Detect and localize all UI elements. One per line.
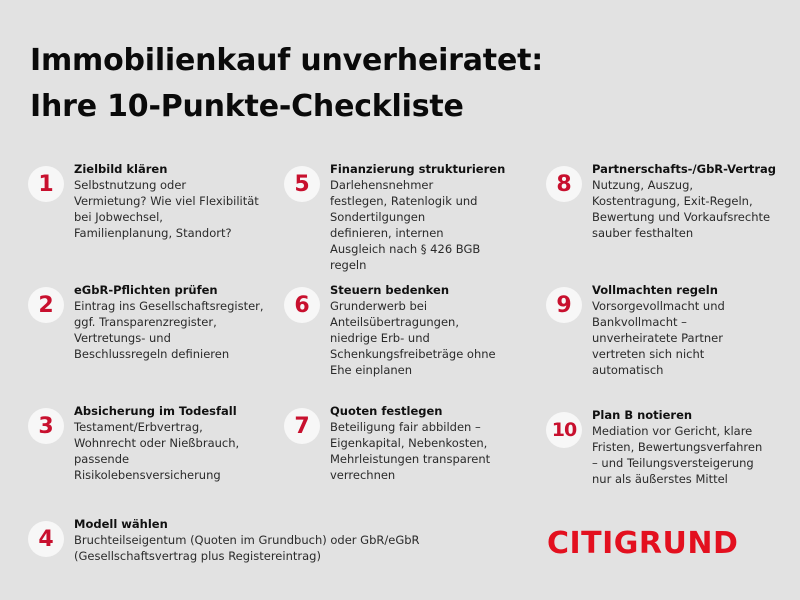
item-title: Absicherung im Todesfall — [74, 404, 237, 418]
item-title: eGbR-Pflichten prüfen — [74, 283, 218, 297]
item-line: Bruchteilseigentum (Quoten im Grundbuch) oder GbR/eGbR — [74, 533, 420, 547]
item-title: Quoten festlegen — [330, 404, 443, 418]
item-line: Nutzung, Auszug, — [592, 178, 694, 192]
item-line: regeln — [330, 258, 367, 272]
item-line: bei Jobwechsel, — [74, 210, 163, 224]
item-line: Selbstnutzung oder — [74, 178, 187, 192]
item-line: verrechnen — [330, 468, 396, 482]
item-line: – und Teilungsversteigerung — [592, 456, 754, 470]
item-line: Fristen, Bewertungsverfahren — [592, 440, 763, 454]
item-line: Mediation vor Gericht, klare — [592, 424, 753, 438]
title-line-1: Immobilienkauf unverheiratet: — [30, 43, 544, 78]
item-line: Ausgleich nach § 426 BGB — [330, 242, 481, 256]
item-line: Testament/Erbvertrag, — [74, 420, 203, 434]
item-line: Mehrleistungen transparent — [330, 452, 491, 466]
item-line: Vertretungs- und — [74, 331, 171, 345]
item-line: Darlehensnehmer — [330, 178, 434, 192]
item-line: ggf. Transparenzregister, — [74, 315, 217, 329]
item-title: Partnerschafts-/GbR-Vertrag — [592, 162, 776, 176]
item-line: Schenkungsfreibeträge ohne — [330, 347, 496, 361]
item-line: Beteiligung fair abbilden – — [330, 420, 481, 434]
item-line: unverheiratete Partner — [592, 331, 723, 345]
checklist-item-2 — [28, 282, 278, 362]
item-line: Anteilsübertragungen, — [330, 315, 459, 329]
item-line: Eigenkapital, Nebenkosten, — [330, 436, 488, 450]
number-badge: 3 — [28, 408, 64, 444]
item-line: Bewertung und Vorkaufsrechte — [592, 210, 771, 224]
item-title: Steuern bedenken — [330, 283, 450, 297]
number-badge: 4 — [28, 521, 64, 557]
checklist-item-7 — [284, 403, 524, 483]
item-line: Risikolebensversicherung — [74, 468, 221, 482]
number-badge: 2 — [28, 287, 64, 323]
item-line: Grunderwerb bei — [330, 299, 428, 313]
number-badge: 9 — [546, 287, 582, 323]
item-title: Plan B notieren — [592, 408, 693, 422]
number-badge: 10 — [546, 412, 582, 448]
item-line: Bankvollmacht – — [592, 315, 687, 329]
number-badge: 8 — [546, 166, 582, 202]
checklist-item-10 — [546, 407, 796, 487]
item-line: vertreten sich nicht — [592, 347, 705, 361]
item-line: automatisch — [592, 363, 664, 377]
item-line: Wohnrecht oder Nießbrauch, — [74, 436, 240, 450]
item-title: Vollmachten regeln — [592, 283, 718, 297]
checklist-item-5 — [284, 161, 524, 273]
checklist-item-9 — [546, 282, 796, 378]
item-line: Beschlussregeln definieren — [74, 347, 230, 361]
item-line: sauber festhalten — [592, 226, 694, 240]
item-line: Vorsorgevollmacht und — [592, 299, 725, 313]
item-line: festlegen, Ratenlogik und — [330, 194, 478, 208]
item-title: Modell wählen — [74, 517, 168, 531]
item-line: Familienplanung, Standort? — [74, 226, 232, 240]
item-title: Finanzierung strukturieren — [330, 162, 506, 176]
item-line: Kostentragung, Exit-Regeln, — [592, 194, 753, 208]
title-line-2: Ihre 10-Punkte-Checkliste — [30, 89, 464, 124]
checklist-item-3 — [28, 403, 278, 483]
item-title: Zielbild klären — [74, 162, 168, 176]
item-line: Eintrag ins Gesellschaftsregister, — [74, 299, 264, 313]
number-badge: 6 — [284, 287, 320, 323]
checklist-item-8 — [546, 161, 796, 241]
item-line: Vermietung? Wie viel Flexibilität — [74, 194, 259, 208]
item-line: (Gesellschaftsvertrag plus Registereintrag) — [74, 549, 321, 563]
citigrund-logo: CITIGRUND — [547, 526, 739, 561]
checklist-item-1 — [28, 161, 278, 241]
item-line: definieren, internen — [330, 226, 444, 240]
page-title — [30, 38, 543, 130]
item-line: Ehe einplanen — [330, 363, 413, 377]
item-line: nur als äußerstes Mittel — [592, 472, 728, 486]
number-badge: 5 — [284, 166, 320, 202]
item-line: Sondertilgungen — [330, 210, 426, 224]
number-badge: 7 — [284, 408, 320, 444]
item-line: niedrige Erb- und — [330, 331, 430, 345]
number-badge: 1 — [28, 166, 64, 202]
checklist-item-4 — [28, 516, 508, 564]
item-line: passende — [74, 452, 130, 466]
checklist-item-6 — [284, 282, 524, 378]
